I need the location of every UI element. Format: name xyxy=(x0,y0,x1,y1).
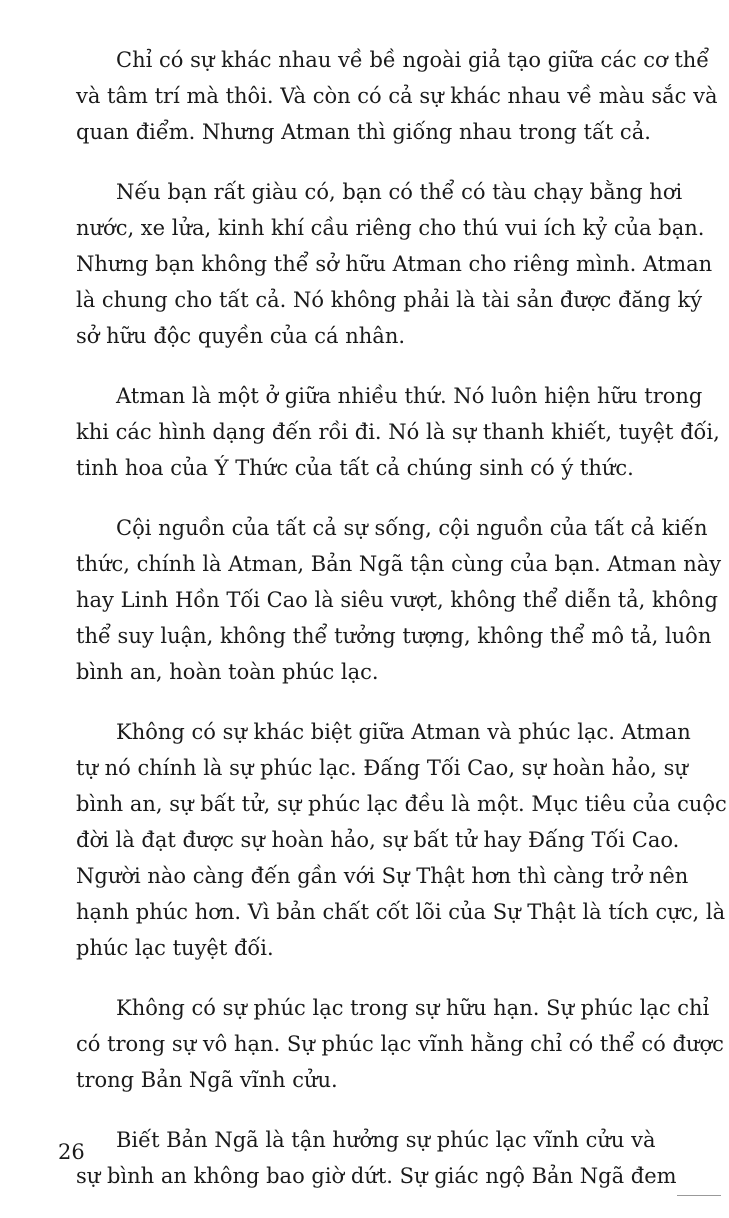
paragraph-5 xyxy=(76,714,727,966)
text-line: Biết Bản Ngã là tận hưởng sự phúc lạc vĩnh cửu và xyxy=(116,1128,656,1152)
text-line: đời là đạt được sự hoàn hảo, sự bất tử hay Đấng Tối Cao. xyxy=(76,828,680,852)
text-line: tự nó chính là sự phúc lạc. Đấng Tối Cao, sự hoàn hảo, sự xyxy=(76,756,688,780)
paragraph-1 xyxy=(76,42,718,150)
text-line: tinh hoa của Ý Thức của tất cả chúng sinh có ý thức. xyxy=(76,456,634,480)
text-line: và tâm trí mà thôi. Và còn có cả sự khác nhau về màu sắc và xyxy=(76,84,718,108)
text-line: sở hữu độc quyền của cá nhân. xyxy=(76,324,406,348)
page-number: 26 xyxy=(58,1140,85,1164)
text-line: trong Bản Ngã vĩnh cửu. xyxy=(76,1068,338,1092)
text-line: khi các hình dạng đến rồi đi. Nó là sự thanh khiết, tuyệt đối, xyxy=(76,420,720,444)
paragraph-4 xyxy=(76,510,722,690)
text-line: quan điểm. Nhưng Atman thì giống nhau trong tất cả. xyxy=(76,120,651,144)
text-line: Atman là một ở giữa nhiều thứ. Nó luôn hiện hữu trong xyxy=(116,384,703,408)
text-line: Nếu bạn rất giàu có, bạn có thể có tàu chạy bằng hơi xyxy=(116,180,683,204)
text-line: Cội nguồn của tất cả sự sống, cội nguồn của tất cả kiến xyxy=(116,516,708,540)
text-line: Không có sự khác biệt giữa Atman và phúc lạc. Atman xyxy=(116,720,691,744)
body-text xyxy=(76,42,727,1218)
text-line: bình an, hoàn toàn phúc lạc. xyxy=(76,660,379,684)
text-line: Không có sự phúc lạc trong sự hữu hạn. Sự phúc lạc chỉ xyxy=(116,996,710,1020)
text-line: Người nào càng đến gần với Sự Thật hơn thì càng trở nên xyxy=(76,864,689,888)
scan-edge-mark xyxy=(677,1195,721,1200)
paragraph-7 xyxy=(76,1122,677,1194)
text-line: thể suy luận, không thể tưởng tượng, không thể mô tả, luôn xyxy=(76,624,712,648)
text-line: hay Linh Hồn Tối Cao là siêu vượt, không thể diễn tả, không xyxy=(76,588,718,612)
text-line: sự bình an không bao giờ dứt. Sự giác ngộ Bản Ngã đem xyxy=(76,1164,677,1188)
text-line: Chỉ có sự khác nhau về bề ngoài giả tạo giữa các cơ thể xyxy=(116,48,710,72)
paragraph-3 xyxy=(76,378,720,486)
text-line: là chung cho tất cả. Nó không phải là tài sản được đăng ký xyxy=(76,288,703,312)
text-line: Nhưng bạn không thể sở hữu Atman cho riêng mình. Atman xyxy=(76,252,713,276)
text-line: bình an, sự bất tử, sự phúc lạc đều là một. Mục tiêu của cuộc xyxy=(76,792,727,816)
text-line: hạnh phúc hơn. Vì bản chất cốt lõi của Sự Thật là tích cực, là xyxy=(76,900,726,924)
paragraph-6 xyxy=(76,990,724,1098)
text-line: có trong sự vô hạn. Sự phúc lạc vĩnh hằng chỉ có thể có được xyxy=(76,1032,724,1056)
text-line: nước, xe lửa, kinh khí cầu riêng cho thú vui ích kỷ của bạn. xyxy=(76,216,705,240)
text-line: phúc lạc tuyệt đối. xyxy=(76,936,274,960)
paragraph-2 xyxy=(76,174,713,354)
text-line: thức, chính là Atman, Bản Ngã tận cùng của bạn. Atman này xyxy=(76,552,722,576)
